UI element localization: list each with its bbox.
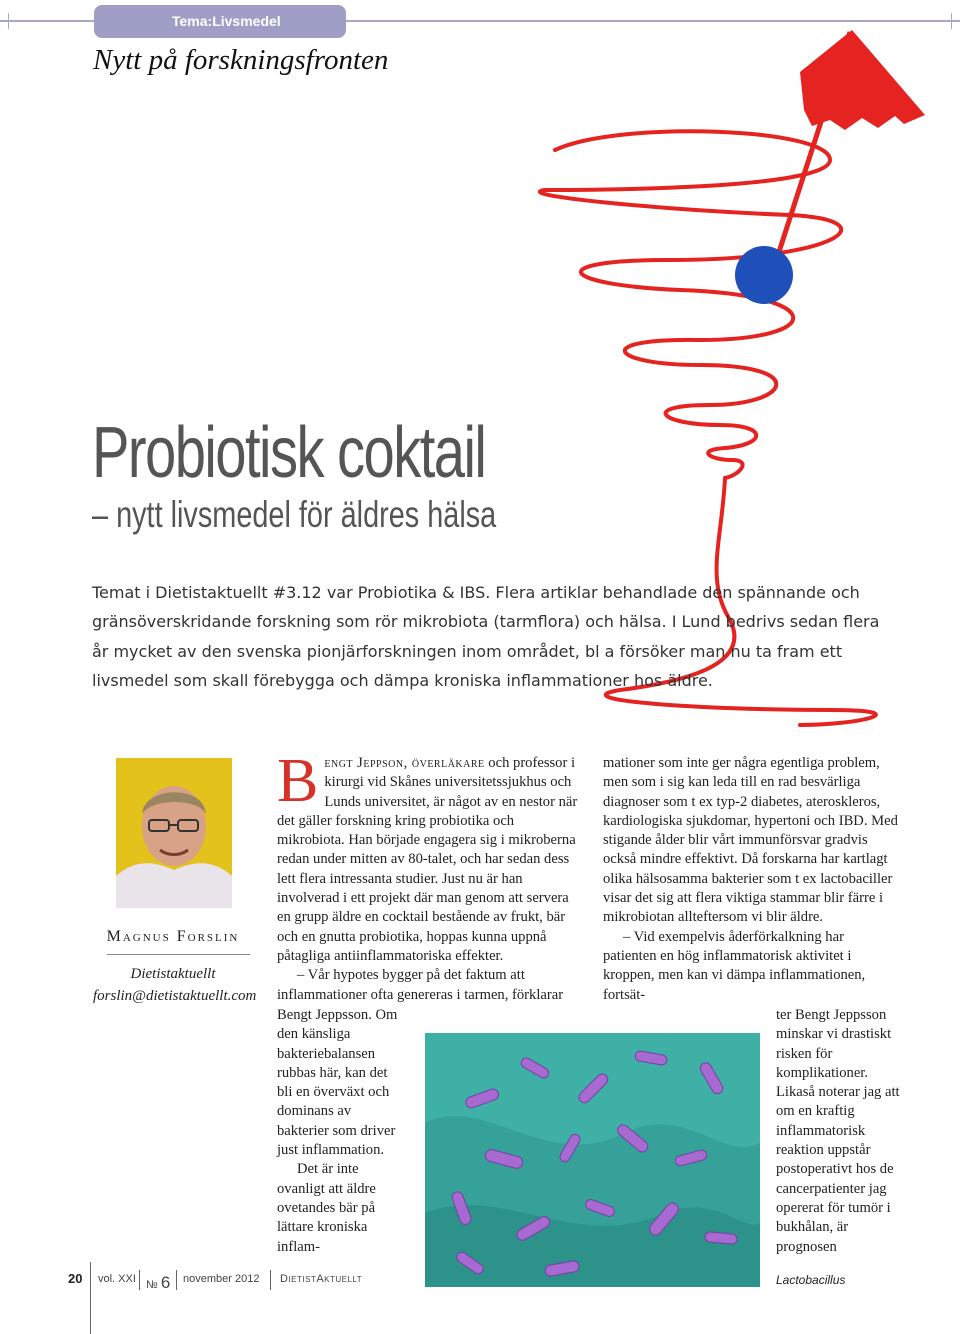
body-paragraph: – Vår hypotes bygger på det faktum att inflammationer ofta genereras i tarmen, förklarar: [277, 967, 564, 1003]
bacteria-image: [425, 1033, 760, 1287]
author-photo: [116, 758, 232, 908]
blue-ball-icon: [735, 246, 793, 304]
footer-divider: [90, 1262, 91, 1334]
footer-date: november 2012: [183, 1273, 260, 1285]
author-email[interactable]: forslin@dietistaktuellt.com: [93, 988, 257, 1004]
footer-volume: vol. XXI: [98, 1273, 136, 1285]
lead-in: engt Jeppson, överläkare: [324, 755, 485, 771]
footer-divider: [270, 1270, 271, 1290]
footer-divider: [176, 1270, 177, 1290]
body-paragraph: – Vid exempelvis åderförkalkning har patienten en hög inflammatorisk aktivitet i kroppen, men kan vi dämpa inflammationen, fortsät-: [603, 928, 866, 1003]
body-paragraph: och professor i kirurgi vid Skånes universitetssjukhus och Lunds universitet, är något av en nestor när det gäller forskning kring probiotika och mikrobiota. Han började engagera sig i mikroberna redan under mitten av 80-talet, och har sedan dess lett flera intressanta studier. Just nu är han involverad i ett projekt där man genom att servera en grupp äldre en cocktail bestående av frukt, bär och en gnutta probiotika, hoppas kunna uppnå påtagliga antiinflammatoriska effekter.: [277, 755, 578, 964]
author-publication: Dietistaktuellt: [130, 966, 216, 982]
kicker: Nytt på forskningsfronten: [93, 44, 389, 76]
footer-issue: [146, 1273, 170, 1293]
footer-magazine: DietistAktuellt: [280, 1273, 363, 1285]
footer-divider: [139, 1270, 140, 1290]
body-paragraph: Bengt Jeppsson. Om den känsliga bakteriebalansen rubbas här, kan det bli en överväxt och dominans av bakterier som driver just inflammation.: [277, 1007, 398, 1159]
dropcap: B: [277, 747, 319, 815]
article-title: Probiotisk coktail: [92, 413, 486, 493]
body-paragraph: Det är inte ovanligt att äldre ovetandes bär på lättare kroniska inflam-: [277, 1161, 376, 1255]
body-column-3-narrow: ter Bengt Jeppsson minskar vi drastiskt risken för komplikationer. Likaså noterar jag att om en kraftig inflammatorisk reaktion uppstår postoperativt hos de cancerpatienter jag opererat för tumör i bukhålan, är prognosen: [776, 1007, 900, 1255]
body-column-3: [603, 754, 900, 1005]
article-lead: Temat i Dietistaktuellt #3.12 var Probiotika & IBS. Flera artiklar behandlade den spännande och gränsöverskridande forskning som rör mikrobiota (tarmflora) och hälsa. I Lund bedrivs sedan flera år mycket av den svenska pionjärforskningen inom området, bl a försöker man nu ta fram ett livsmedel som skall förebygga och dämpa kroniska inflammationer hos äldre.: [92, 583, 880, 690]
section-label: Tema:Livsmedel: [94, 5, 346, 38]
body-column-2-narrow: [277, 1006, 405, 1257]
author-rule: [107, 954, 250, 955]
issue-prefix: №: [146, 1279, 158, 1291]
body-paragraph: mationer som inte ger några egentliga problem, men som i sig kan leda till en rad besvärliga diagnoser som t ex typ-2 diabetes, ateroskleros, kardiologiska sjukdomar, hypertoni och IBD. Med stigande ålder blir vårt immunförsvar gradvis också mindre effektivt. Då forskarna har kartlagt olika hälsosamma bakterier som t ex lactobaciller visar det sig att flera viktiga stammar blir färre i mikrobiotan allteftersom vi blir äldre.: [603, 755, 898, 926]
header-rule-tick: [8, 13, 9, 29]
author-name: Magnus Forslin: [106, 928, 240, 945]
body-column-2: [277, 747, 579, 1005]
page-number: 20: [68, 1271, 83, 1286]
issue-number: 6: [160, 1273, 171, 1292]
image-caption: Lactobacillus: [776, 1273, 846, 1287]
article-subtitle: – nytt livsmedel för äldres hälsa: [92, 494, 497, 535]
